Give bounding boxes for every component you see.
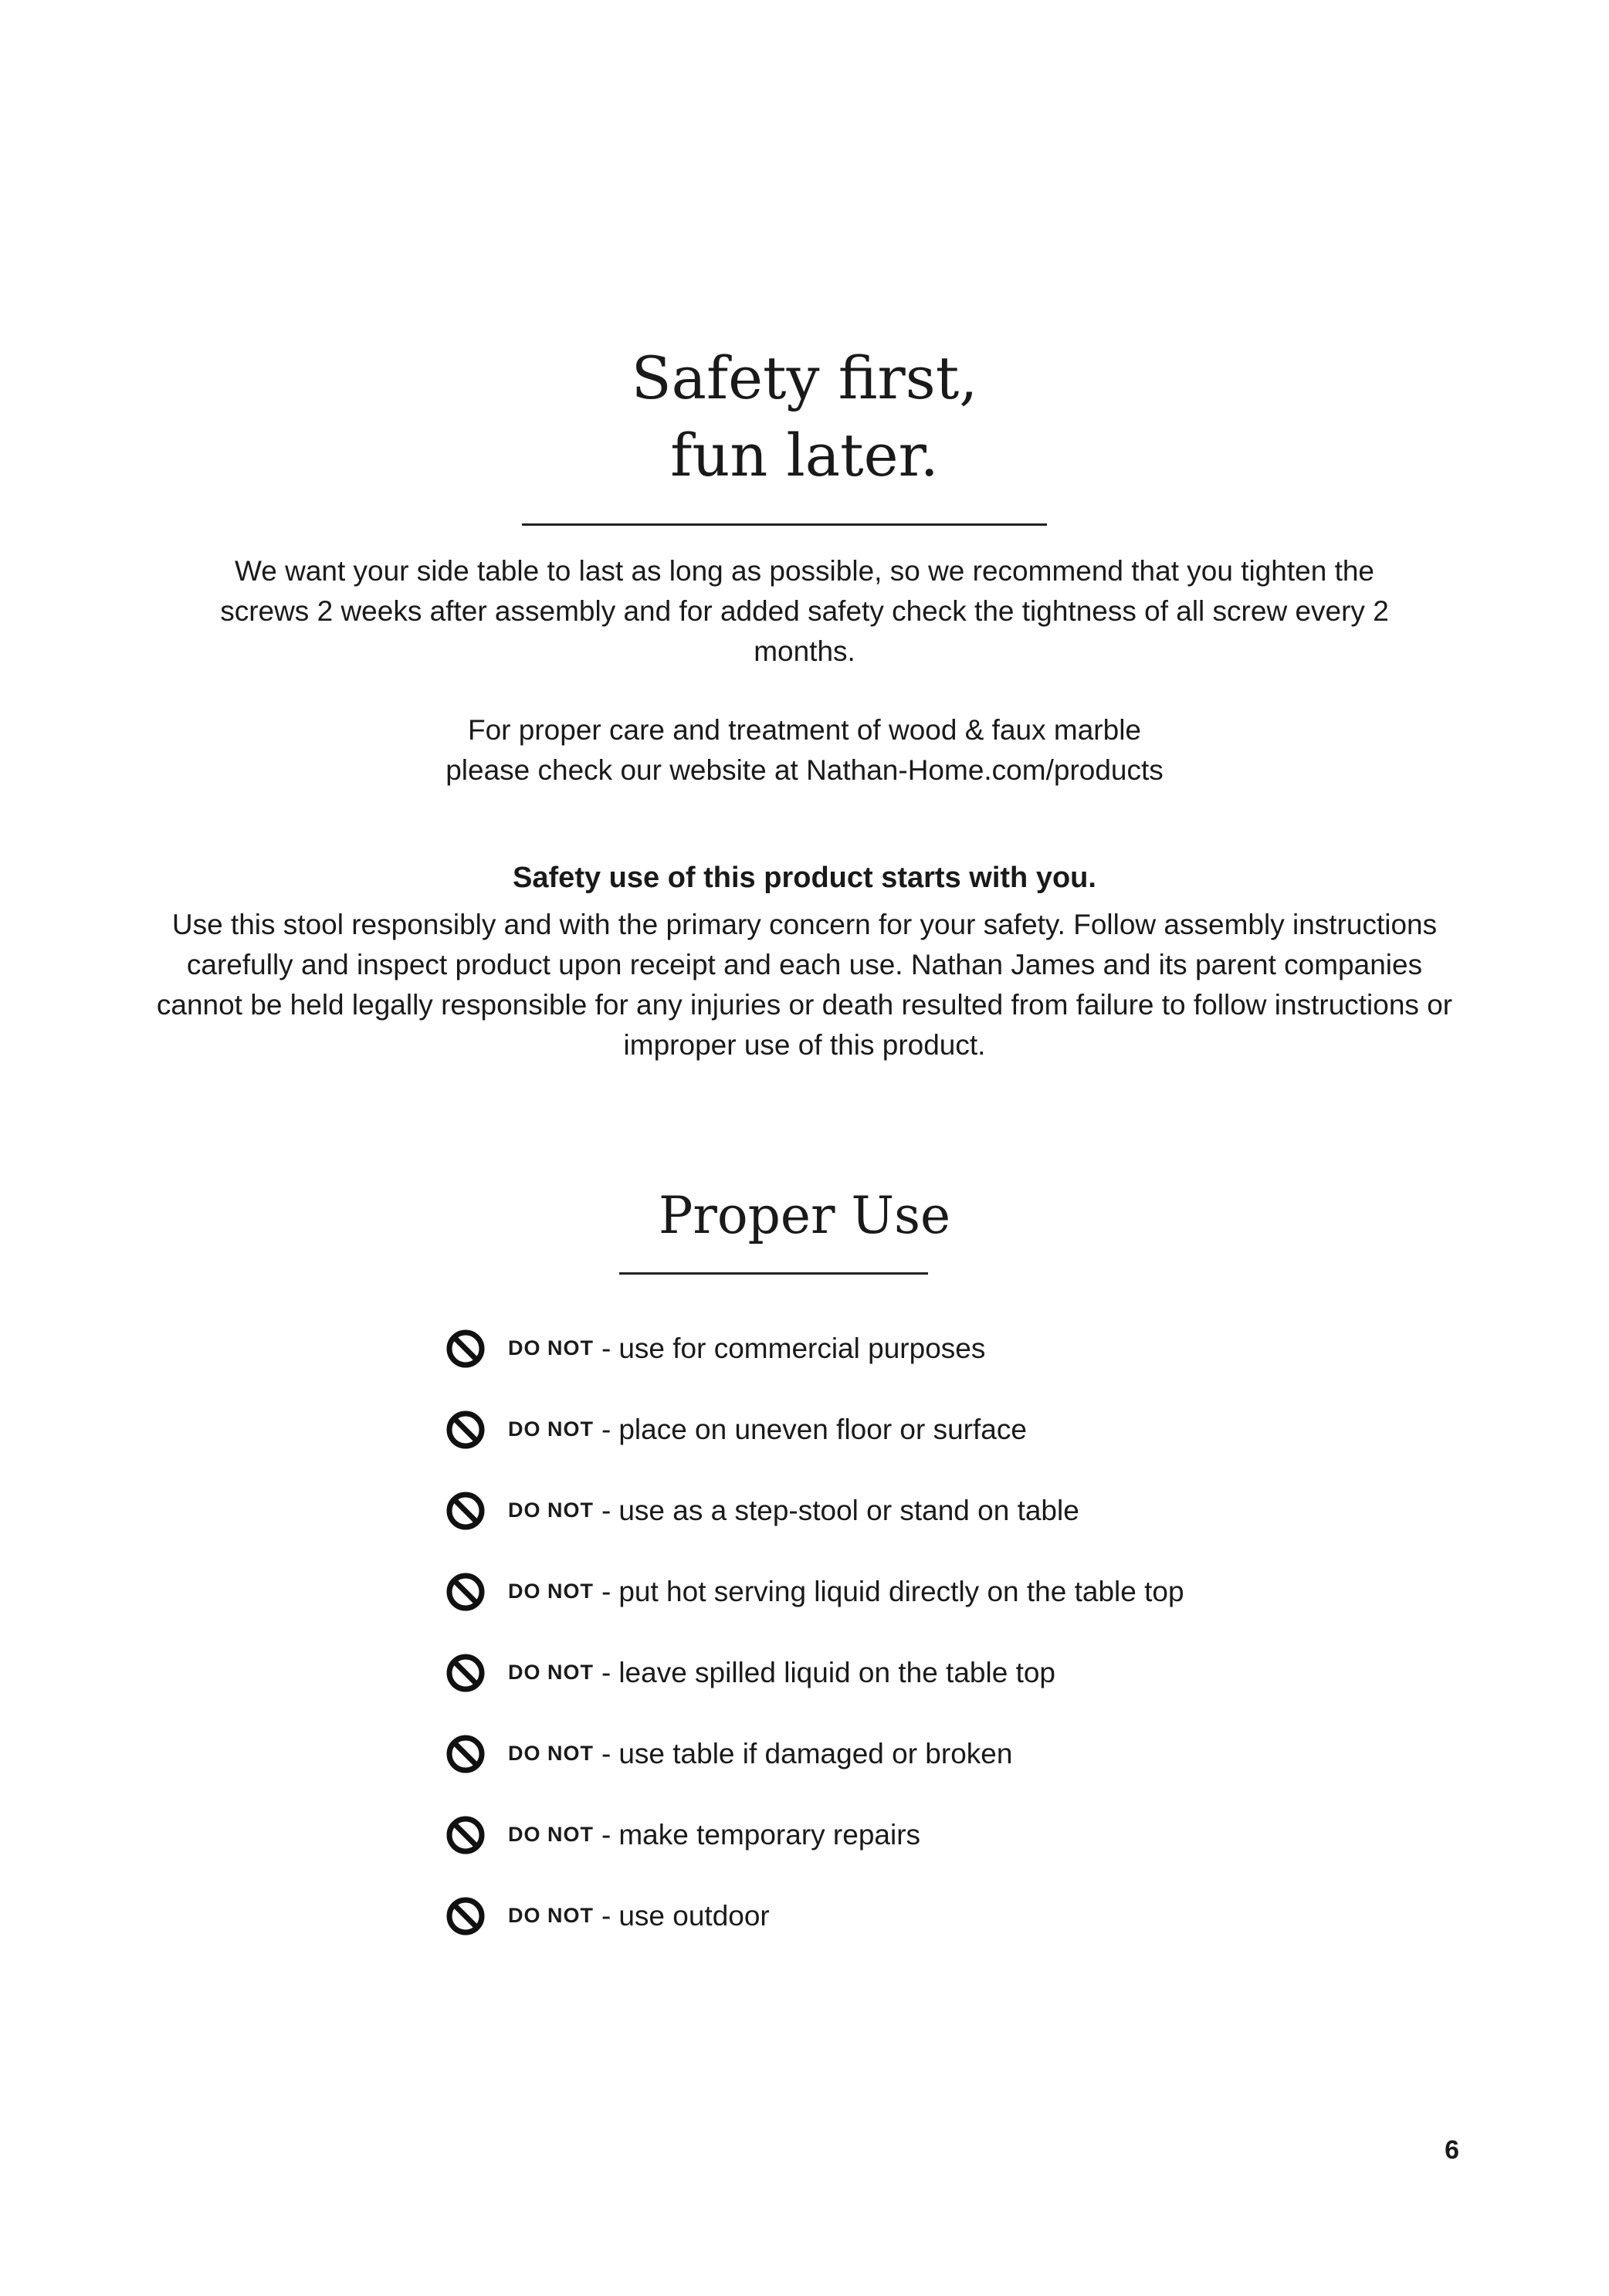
prohibited-icon [445, 1571, 486, 1613]
rule-separator: - [601, 1656, 611, 1688]
safety-disclaimer: Use this stool responsibly and with the primary concern for your safety. Follow assembly instructions carefully and inspect product upon receipt and each use. Nathan James and its parent companies cannot be held legally responsible for any injuries or death resulted from failure to follow instructions or improper use of this product. [156, 909, 1453, 1061]
prohibited-icon [445, 1490, 486, 1532]
rule-separator: - [601, 1413, 611, 1445]
proper-use-item [445, 1632, 1371, 1713]
prohibited-icon [445, 1733, 486, 1775]
prohibited-icon [445, 1652, 486, 1694]
page-title-line-2: fun later. [670, 421, 939, 489]
care-line-1: For proper care and treatment of wood & faux marble [468, 714, 1141, 746]
rule-text: put hot serving liquid directly on the table top [618, 1575, 1184, 1607]
proper-use-item [445, 1470, 1371, 1551]
rule-text: use outdoor [618, 1899, 770, 1932]
proper-use-item [445, 1551, 1371, 1632]
prohibited-icon [445, 1328, 486, 1370]
do-not-label: DO NOT [508, 1336, 594, 1360]
rule-text: use as a step-stool or stand on table [618, 1494, 1079, 1526]
rule-text: use for commercial purposes [618, 1332, 986, 1364]
do-not-label: DO NOT [508, 1823, 594, 1846]
proper-use-item [445, 1875, 1371, 1956]
prohibited-icon [445, 1895, 486, 1937]
page-number: 6 [1445, 2135, 1459, 2165]
rule-separator: - [601, 1575, 611, 1607]
page-title-line-1: Safety first, [631, 344, 978, 412]
proper-use-divider [619, 1272, 928, 1275]
rule-separator: - [601, 1494, 611, 1526]
care-paragraph [193, 710, 1416, 791]
page-title [0, 340, 1609, 494]
proper-use-item [445, 1308, 1371, 1389]
rule-text: leave spilled liquid on the table top [618, 1656, 1056, 1688]
do-not-label: DO NOT [508, 1661, 594, 1684]
do-not-label: DO NOT [508, 1904, 594, 1927]
intro-paragraph: We want your side table to last as long as possible, so we recommend that you tighten the screws 2 weeks after assembly and for added safety check the tightness of all screw every 2 months. [220, 555, 1389, 667]
care-line-2: please check our website at Nathan-Home.com/products [445, 754, 1164, 786]
prohibited-icon [445, 1409, 486, 1451]
safety-heading: Safety use of this product starts with you. [513, 862, 1096, 894]
rule-separator: - [601, 1899, 611, 1932]
do-not-label: DO NOT [508, 1417, 594, 1441]
proper-use-item [445, 1389, 1371, 1470]
do-not-label: DO NOT [508, 1498, 594, 1522]
prohibited-icon [445, 1814, 486, 1856]
rule-separator: - [601, 1737, 611, 1769]
do-not-label: DO NOT [508, 1580, 594, 1603]
rule-text: place on uneven floor or surface [618, 1413, 1027, 1445]
proper-use-item [445, 1794, 1371, 1875]
proper-use-heading: Proper Use [658, 1186, 951, 1245]
rule-text: make temporary repairs [618, 1818, 921, 1851]
proper-use-list [445, 1308, 1371, 1956]
title-divider [522, 523, 1047, 526]
rule-text: use table if damaged or broken [618, 1737, 1013, 1769]
rule-separator: - [601, 1818, 611, 1851]
rule-separator: - [601, 1332, 611, 1364]
proper-use-item [445, 1713, 1371, 1794]
do-not-label: DO NOT [508, 1742, 594, 1765]
